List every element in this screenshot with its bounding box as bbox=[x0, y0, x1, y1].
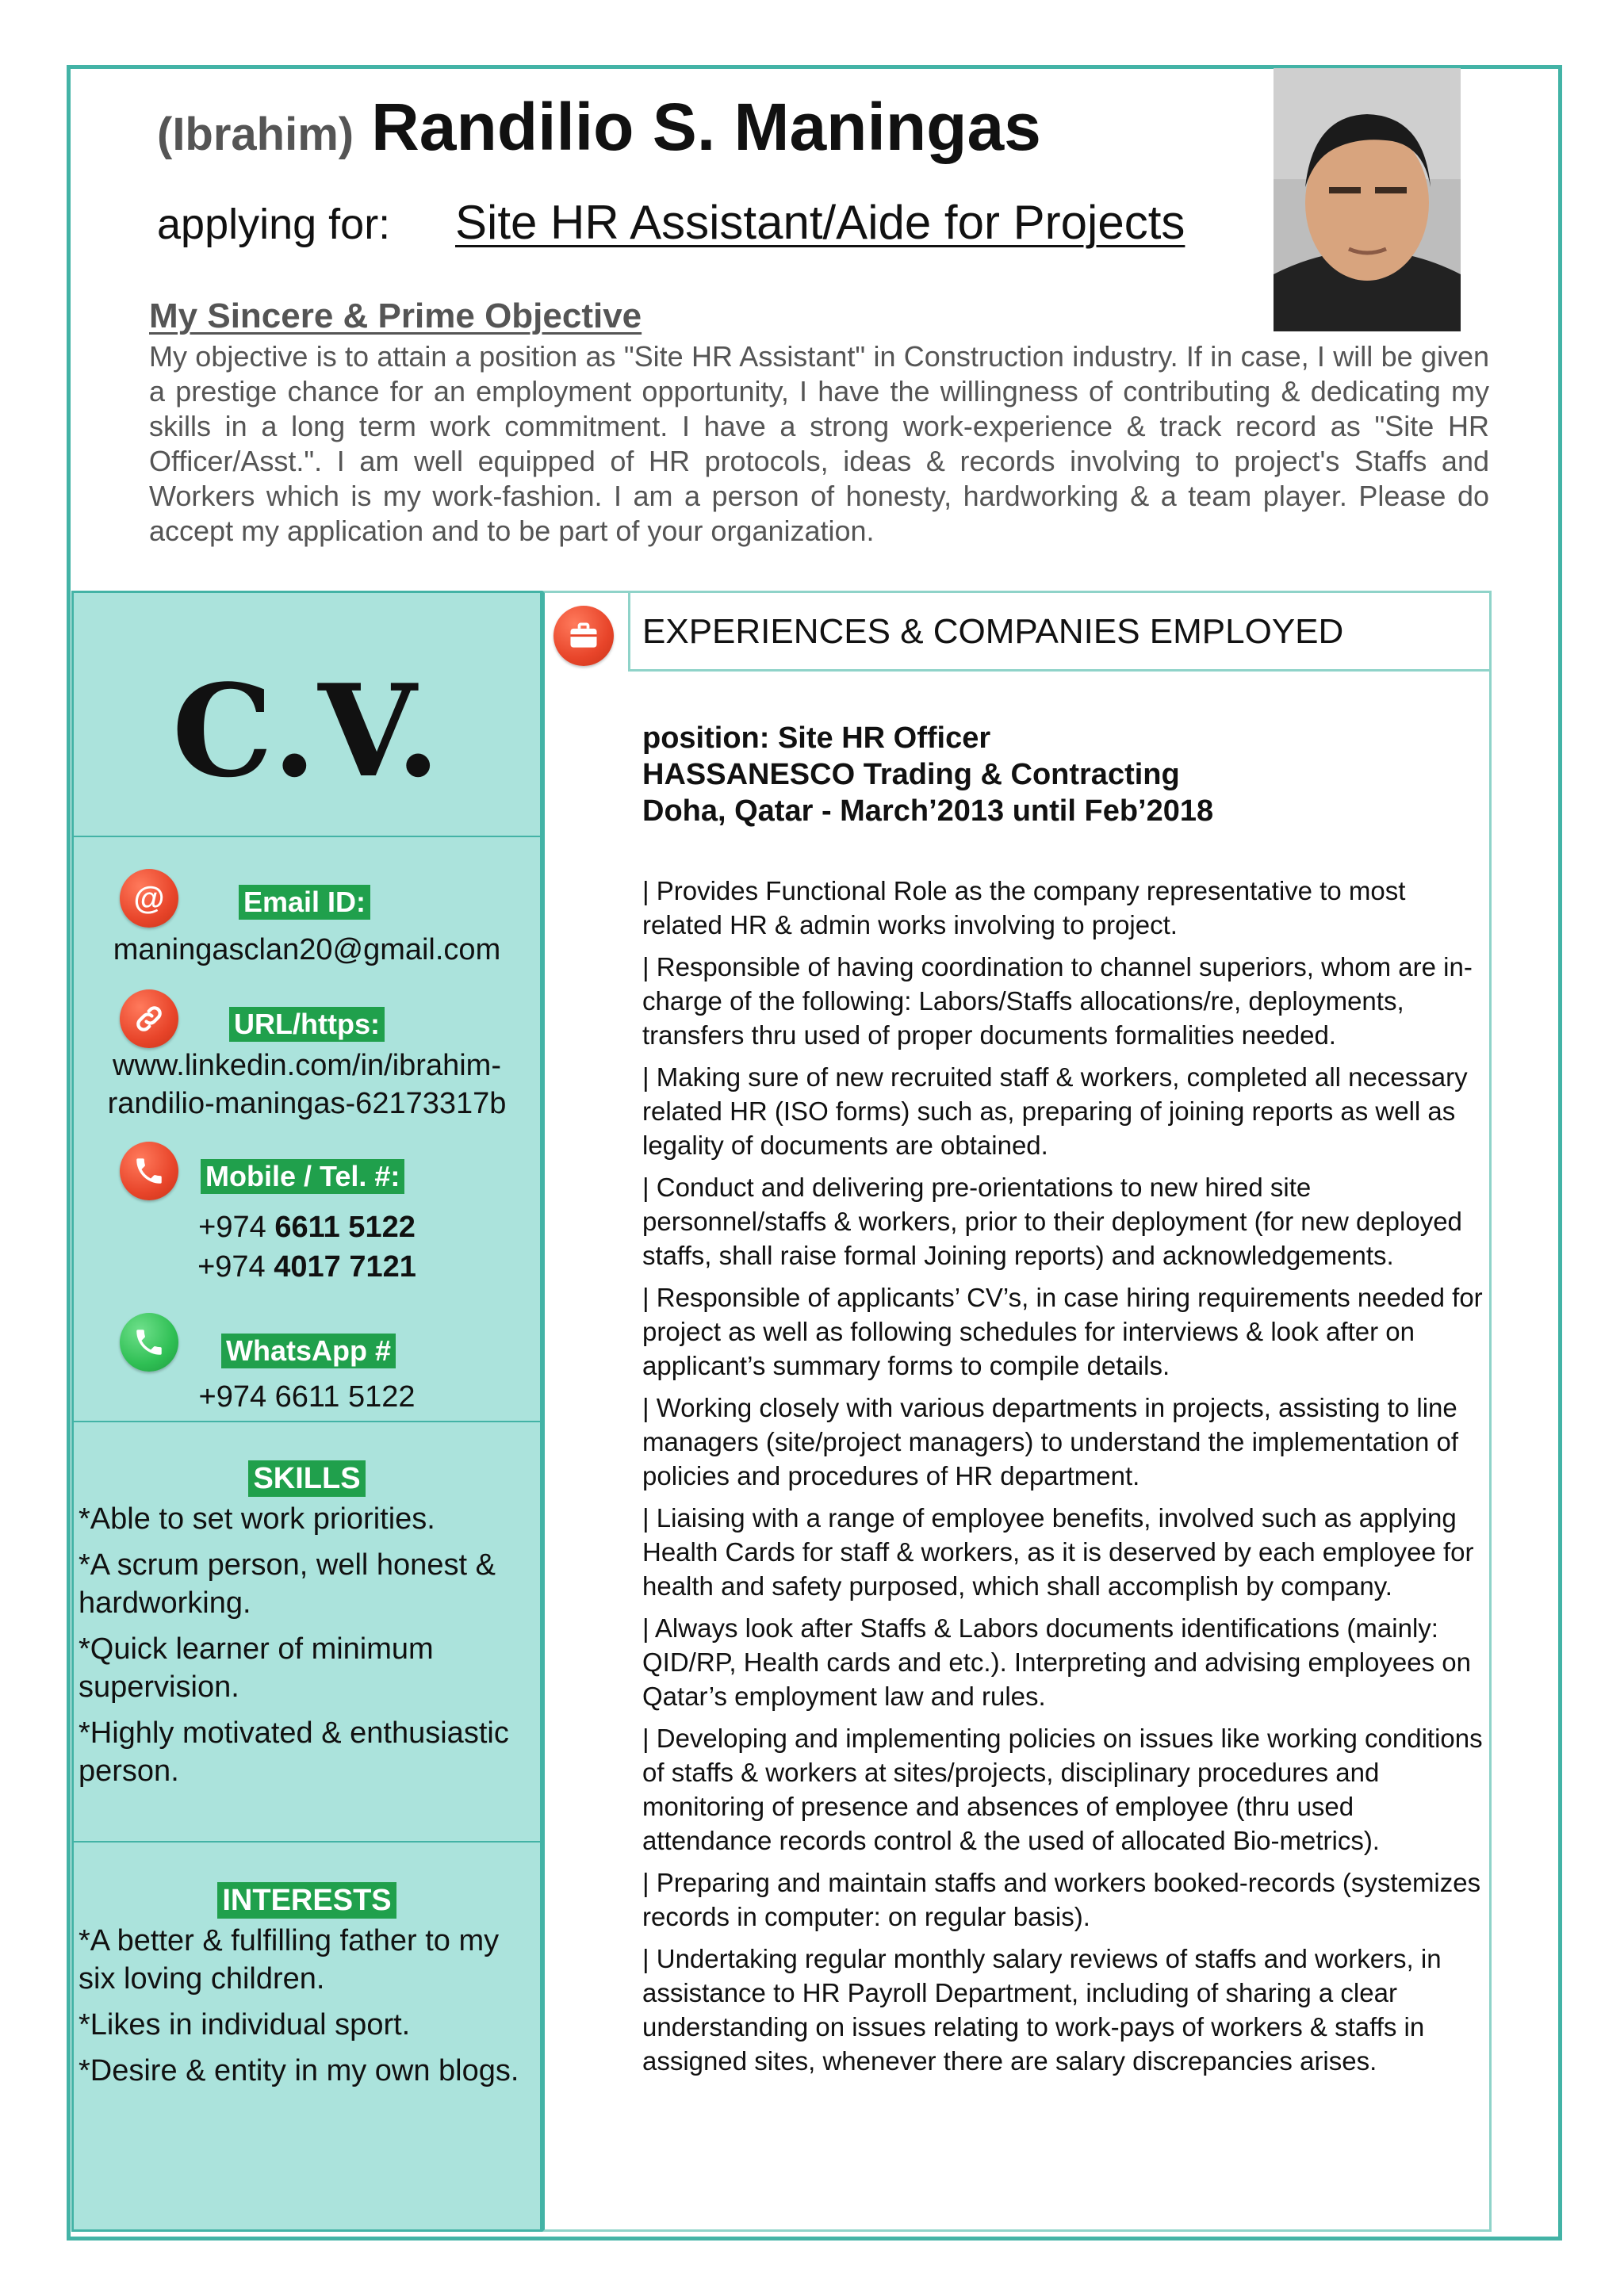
applying-label: applying for: bbox=[157, 201, 391, 248]
phone-2-prefix: +974 bbox=[197, 1250, 274, 1284]
duty-item: | Developing and implementing policies on issues like working conditions of staffs & workers at sites/projects, disciplinary procedures and monitoring of presence and absences of employee (thru used attendance records control & the used of allocated Bio-metrics). bbox=[642, 1724, 1483, 1855]
link-icon bbox=[120, 989, 178, 1048]
skills-heading bbox=[74, 1460, 540, 1497]
phone-label: Mobile / Tel. #: bbox=[201, 1159, 404, 1194]
duty-item: | Always look after Staffs & Labors documents identifications (mainly: QID/RP, Health cards and etc.). Interpreting and advising employees on Qatar’s employment law and rules. bbox=[642, 1613, 1471, 1711]
interests-section bbox=[74, 1843, 540, 2234]
duty-item: | Liaising with a range of employee benefits, involved such as applying Health Cards for staff & workers, as it is deserved by each employee for health and safety purposed, which shall accomplish by company. bbox=[642, 1503, 1474, 1601]
full-name: Randilio S. Maningas bbox=[371, 90, 1041, 164]
applied-position: Site HR Assistant/Aide for Projects bbox=[455, 196, 1185, 249]
experience-title: EXPERIENCES & COMPANIES EMPLOYED bbox=[642, 612, 1344, 651]
duty-item: | Working closely with various departments in projects, assisting to line managers (site/project managers) to understand the implementation of policies and procedures of HR department. bbox=[642, 1393, 1459, 1490]
email-icon: @ bbox=[120, 869, 178, 928]
sidebar bbox=[71, 591, 542, 2232]
skill-item: *Quick learner of minimum supervision. bbox=[79, 1632, 434, 1704]
phone-1-number: 6611 5122 bbox=[274, 1211, 416, 1244]
whatsapp-icon bbox=[120, 1313, 178, 1372]
duty-item: | Provides Functional Role as the company representative to most related HR & admin works involving to project. bbox=[642, 876, 1406, 939]
phone-1[interactable] bbox=[74, 1208, 540, 1246]
whatsapp-label: WhatsApp # bbox=[221, 1334, 396, 1368]
duty-item: | Preparing and maintain staffs and workers booked-records (systemizes records in computer: on regular basis). bbox=[642, 1868, 1481, 1931]
url-line-2[interactable]: randilio-maningas-62173317b bbox=[107, 1087, 507, 1120]
duties-list bbox=[642, 874, 1488, 2086]
whatsapp-value[interactable]: +974 6611 5122 bbox=[198, 1380, 416, 1414]
objective-text: My objective is to attain a position as "Site HR Assistant" in Construction industry. If in case, I will be given a prestige chance for an employment opportunity, I have the willingness of contributing & dedicating my skills in a long term work commitment. I have a strong work-experience & track record as "Site HR Officer/Asst.". I am well equipped of HR protocols, ideas & records involving to project's Staffs and Workers which is my work-fashion. I am a person of honesty, hardworking & a team player. Please do accept my application and to be part of your organization. bbox=[149, 340, 1489, 547]
email-label: Email ID: bbox=[239, 885, 370, 920]
duty-item: | Conduct and delivering pre-orientations to new hired site personnel/staffs & workers, prior to their deployment (for new deployed staffs, shall raise formal Joining reports) and acknowledgements. bbox=[642, 1173, 1462, 1270]
interest-item: *Desire & entity in my own blogs. bbox=[79, 2054, 519, 2087]
name-line bbox=[157, 89, 1041, 166]
interest-item: *A better & fulfilling father to my six loving children. bbox=[79, 1924, 500, 1996]
profile-photo bbox=[1274, 68, 1461, 331]
objective-title: My Sincere & Prime Objective bbox=[149, 297, 642, 335]
skills-list bbox=[79, 1500, 538, 1798]
duty-item: | Making sure of new recruited staff & workers, completed all necessary related HR (ISO forms) such as, preparing of joining reports as well as legality of documents are obtained. bbox=[642, 1062, 1468, 1160]
phone-icon bbox=[120, 1142, 178, 1200]
job-location-dates: Doha, Qatar - March’2013 until Feb’2018 bbox=[642, 794, 1214, 828]
cv-section bbox=[74, 593, 540, 837]
phone-2-number: 4017 7121 bbox=[274, 1250, 416, 1284]
skill-item: *Able to set work priorities. bbox=[79, 1502, 435, 1536]
interests-title: INTERESTS bbox=[217, 1882, 396, 1919]
skills-section bbox=[74, 1422, 540, 1843]
contact-section bbox=[74, 837, 540, 1422]
job-company: HASSANESCO Trading & Contracting bbox=[642, 758, 1180, 791]
phone-2[interactable] bbox=[74, 1248, 540, 1286]
job-position: position: Site HR Officer bbox=[642, 721, 991, 755]
duty-item: | Responsible of having coordination to channel superiors, whom are in-charge of the following: Labors/Staffs allocations/re, deployments, transfers thru used of proper documents formalities needed. bbox=[642, 952, 1473, 1050]
cv-title: C.V. bbox=[171, 656, 442, 806]
job-heading bbox=[642, 720, 1213, 829]
url-line-1[interactable]: www.linkedin.com/in/ibrahim- bbox=[113, 1049, 501, 1082]
duty-item: | Responsible of applicants’ CV’s, in case hiring requirements needed for project as well as following schedules for interviews & look after on applicant’s summary forms to compile details. bbox=[642, 1283, 1483, 1380]
skill-item: *Highly motivated & enthusiastic person. bbox=[79, 1716, 509, 1788]
interests-heading bbox=[74, 1882, 540, 1919]
nickname: (Ibrahim) bbox=[157, 109, 354, 160]
skill-item: *A scrum person, well honest & hardworking. bbox=[79, 1548, 496, 1620]
interests-list bbox=[79, 1922, 538, 2098]
interest-item: *Likes in individual sport. bbox=[79, 2008, 411, 2042]
skills-title: SKILLS bbox=[248, 1460, 365, 1497]
phone-1-prefix: +974 bbox=[198, 1211, 275, 1244]
briefcase-icon bbox=[553, 606, 614, 666]
duty-item: | Undertaking regular monthly salary reviews of staffs and workers, in assistance to HR Payroll Department, including of sharing a clear understanding on issues relating to work-pays of workers & staffs in assigned sites, whenever there are salary discrepancies arises. bbox=[642, 1944, 1442, 2076]
url-label: URL/https: bbox=[229, 1007, 385, 1042]
email-value[interactable]: maningasclan20@gmail.com bbox=[113, 933, 501, 966]
